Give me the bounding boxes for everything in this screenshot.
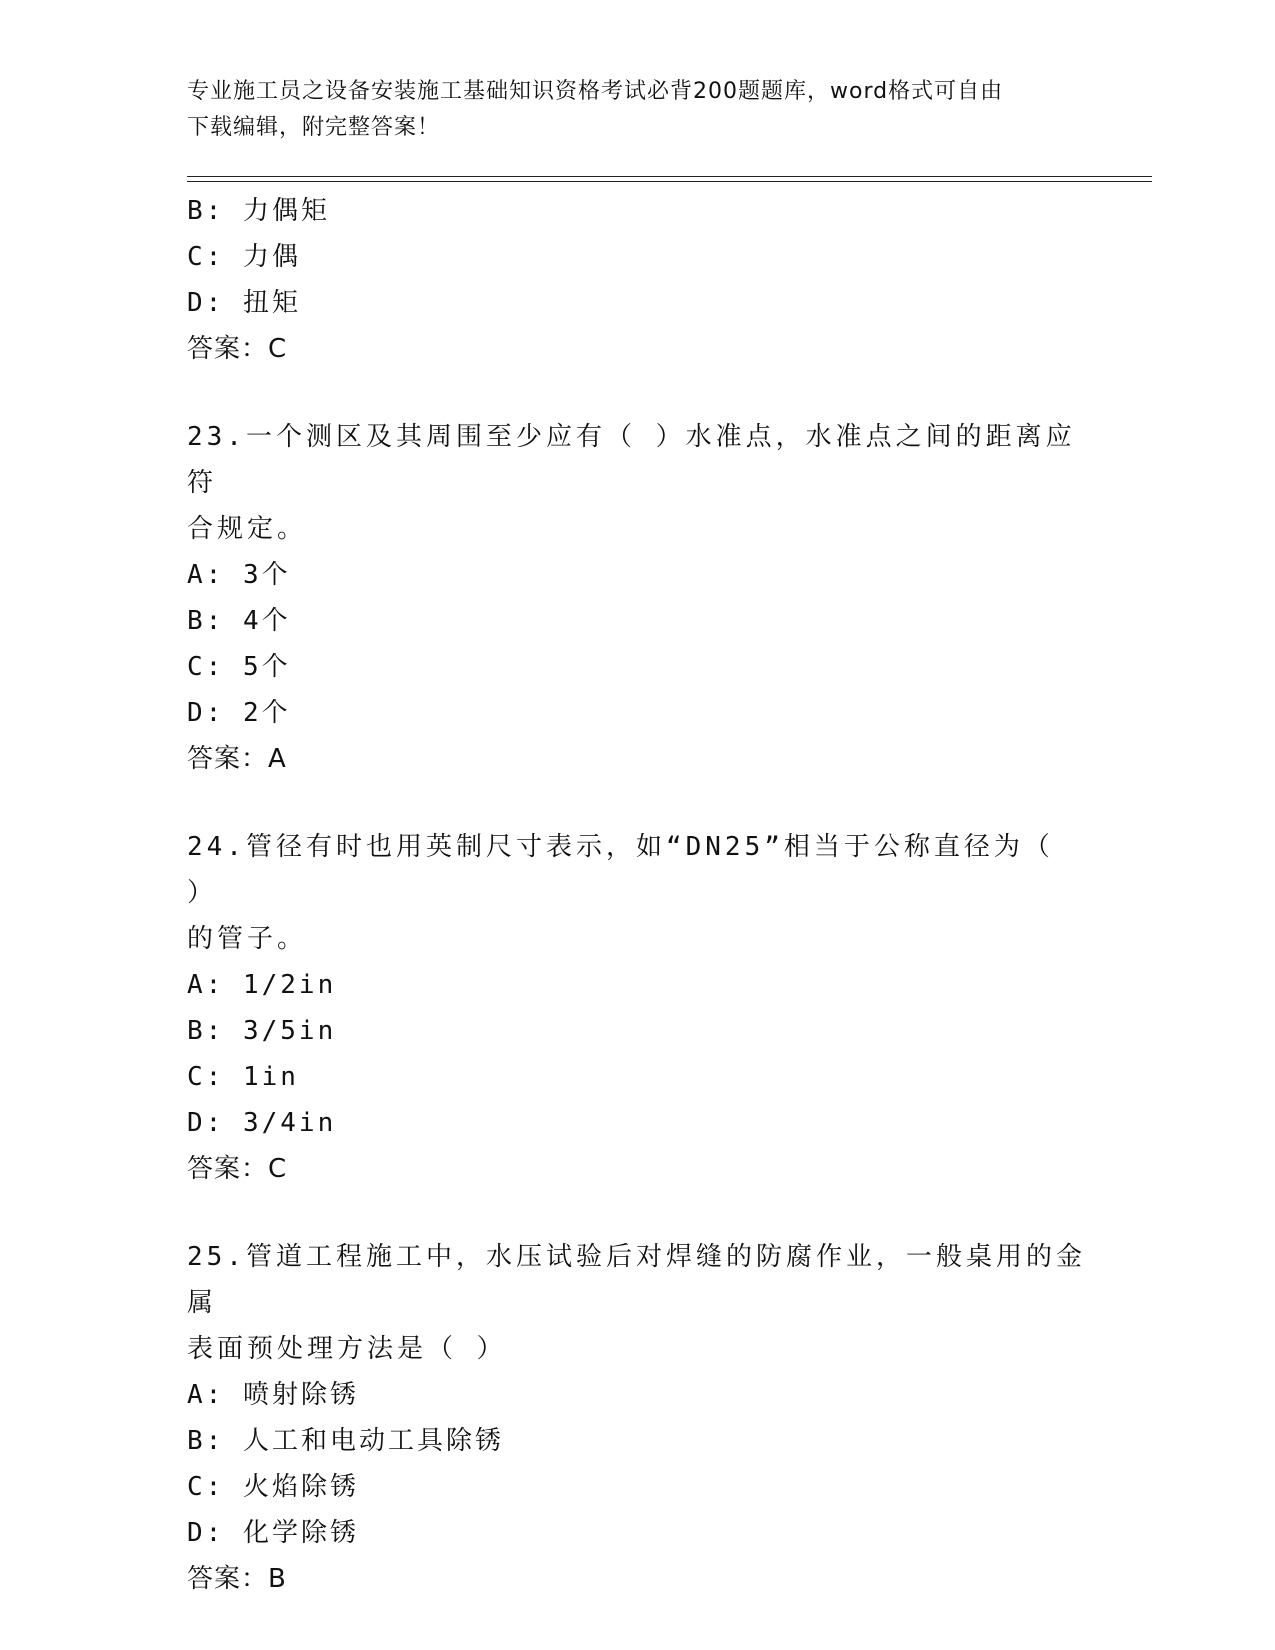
question-22-block <box>187 188 1087 372</box>
question-24-block <box>187 824 1087 1192</box>
answer-24: 答案：C <box>187 1154 288 1184</box>
question-25-text-line-1: 25.管道工程施工中，水压试验后对焊缝的防腐作业，一般桌用的金属 <box>187 1242 1086 1318</box>
header-title-line-1: 专业施工员之设备安装施工基础知识资格考试必背200题题库，word格式可自由 <box>187 79 1004 104</box>
option-22-b: B: 力偶矩 <box>187 196 330 226</box>
question-25-text-line-2: 表面预处理方法是（ ） <box>187 1334 507 1364</box>
option-24-a: A: 1/2in <box>187 970 337 1000</box>
option-24-b: B: 3/5in <box>187 1016 337 1046</box>
answer-22: 答案：C <box>187 334 288 364</box>
option-22-d: D: 扭矩 <box>187 288 301 318</box>
option-22-c: C: 力偶 <box>187 242 301 272</box>
question-25-block <box>187 1234 1087 1602</box>
question-24-text-line-1: 24.管径有时也用英制尺寸表示，如“DN25”相当于公称直径为（ ） <box>187 832 1054 908</box>
option-25-d: D: 化学除锈 <box>187 1518 359 1548</box>
option-23-a: A: 3个 <box>187 560 291 590</box>
spacer <box>187 782 1087 824</box>
document-header <box>187 74 1087 146</box>
option-25-c: C: 火焰除锈 <box>187 1472 359 1502</box>
question-23-text-line-1: 23.一个测区及其周围至少应有（ ）水准点，水准点之间的距离应符 <box>187 422 1076 498</box>
spacer <box>187 372 1087 414</box>
option-25-b: B: 人工和电动工具除锈 <box>187 1426 504 1456</box>
question-24-text-line-2: 的管子。 <box>187 924 308 954</box>
option-24-d: D: 3/4in <box>187 1108 337 1138</box>
answer-25: 答案：B <box>187 1564 287 1594</box>
question-23-text-line-2: 合规定。 <box>187 514 308 544</box>
option-24-c: C: 1in <box>187 1062 299 1092</box>
option-23-c: C: 5个 <box>187 652 291 682</box>
answer-23: 答案：A <box>187 744 287 774</box>
spacer <box>187 1192 1087 1234</box>
question-content <box>187 188 1087 1602</box>
header-title-line-2: 下载编辑，附完整答案！ <box>187 115 441 140</box>
question-23-block <box>187 414 1087 782</box>
option-23-d: D: 2个 <box>187 698 291 728</box>
header-rule-top <box>187 176 1152 177</box>
option-25-a: A: 喷射除锈 <box>187 1380 359 1410</box>
option-23-b: B: 4个 <box>187 606 291 636</box>
header-rule-bottom <box>187 181 1152 182</box>
